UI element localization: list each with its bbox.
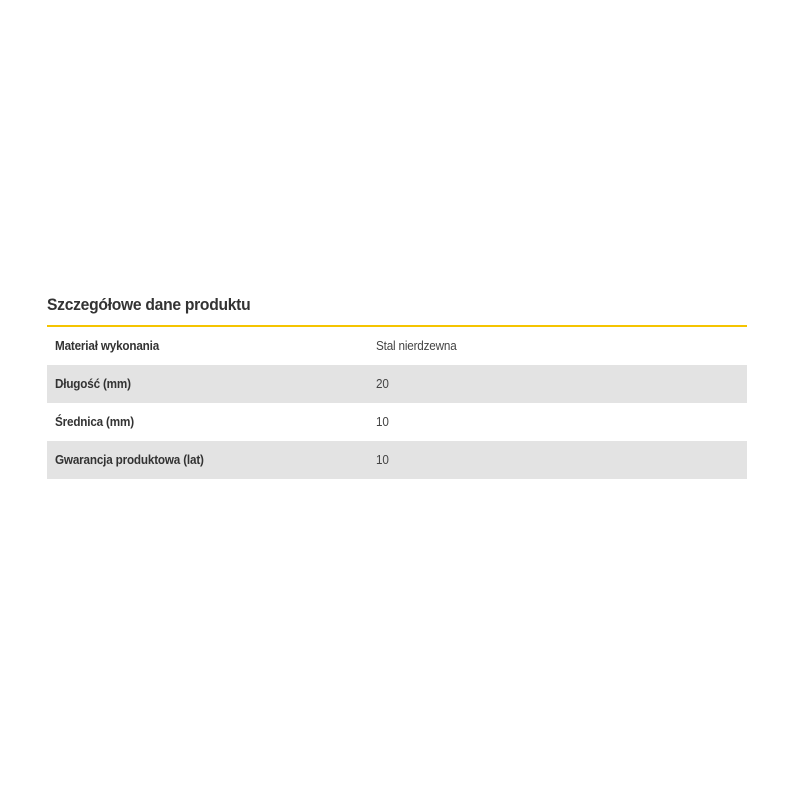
spec-value: 20 [368,365,747,403]
table-row-diameter [47,403,747,441]
table-row-warranty [47,441,747,479]
spec-label: Gwarancja produktowa (lat) [47,441,368,479]
spec-label: Długość (mm) [47,365,368,403]
spec-value: 10 [376,414,389,429]
product-specs-table [47,327,747,479]
section-title: Szczegółowe dane produktu [47,295,251,314]
product-details-section [47,293,747,479]
spec-label: Materiał wykonania [55,338,160,353]
spec-label: Średnica (mm) [55,414,134,429]
spec-value: 10 [368,441,747,479]
spec-value: Stal nierdzewna [376,338,457,353]
table-row-material [47,327,747,365]
table-row-length [47,365,747,403]
